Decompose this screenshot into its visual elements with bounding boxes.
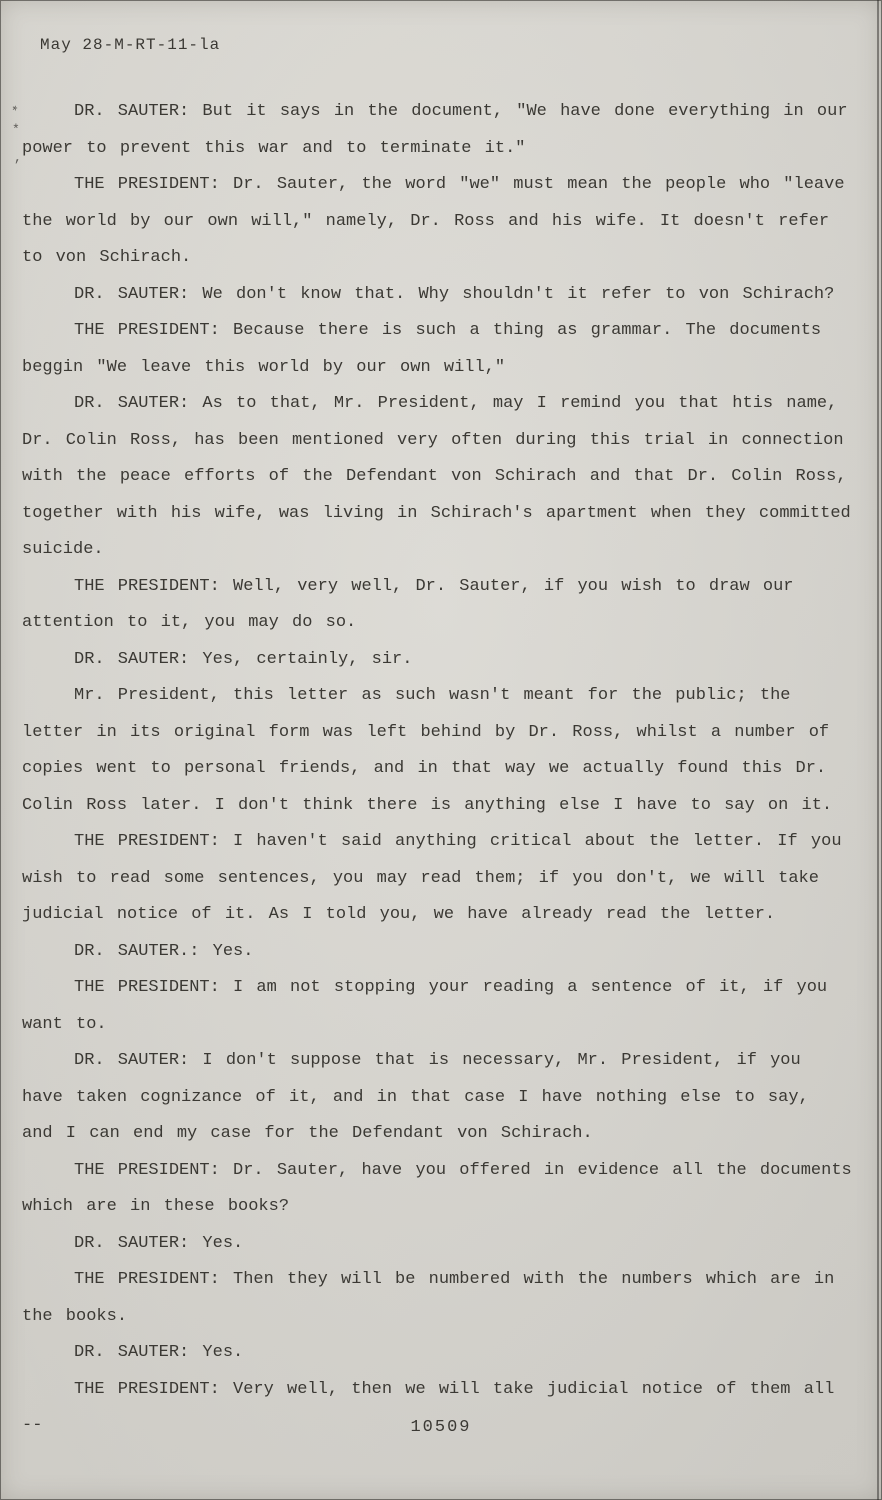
transcript-paragraph: DR. SAUTER: Yes. [74,1233,244,1253]
transcript-paragraph: THE PRESIDENT: Dr. Sauter, the word "we" must mean the people who "leave the world by our own will," namely, Dr. Ross and his wife. It doesn't refer to von Schirach. [22,175,845,267]
page-number: 10509 [410,1418,472,1437]
transcript-paragraph: DR. SAUTER: Yes. [74,1343,244,1362]
transcript-paragraph: DR. SAUTER: But it says in the document, "We have done everything in our power to prevent this war and to terminate it." [22,102,848,158]
transcript-paragraph: THE PRESIDENT: Then they will be numbered with the numbers which are in the books. [22,1270,835,1326]
transcript-paragraph: Mr. President, this letter as such wasn't meant for the public; the letter in its original form was left behind by Dr. Ross, whilst a number of copies went to personal friends, and in that way we actually found this Dr. Colin Ross later. I don't think there is anything else I have to say on it. [22,686,833,815]
transcript-paragraph: DR. SAUTER: I don't suppose that is necessary, Mr. President, if you have taken cognizance of it, and in that case I have nothing else to say, and I can end my case for the Defendant von Schirach. [22,1051,809,1143]
transcript-paragraph: DR. SAUTER: We don't know that. Why shouldn't it refer to von Schirach? [74,284,835,304]
transcript-paragraph: THE PRESIDENT: Very well, then we will take judicial notice of them all -- [22,1379,835,1435]
page-header: May 28-M-RT-11-la [40,36,221,54]
transcript-paragraph: DR. SAUTER.: Yes. [74,941,254,961]
stray-pen-mark: * [12,122,20,137]
transcript-paragraph: THE PRESIDENT: Well, very well, Dr. Sauter, if you wish to draw our attention to it, you may do so. [22,576,794,632]
transcript-paragraph: THE PRESIDENT: I haven't said anything critical about the letter. If you wish to read some sentences, you may read them; if you don't, we will take judicial notice of it. As I told you, we have already read the letter. [22,832,842,924]
transcript-paragraph: THE PRESIDENT: Because there is such a thing as grammar. The documents beggin "We leave this world by our own will," [22,321,822,377]
stray-pen-mark: * [8,103,20,120]
transcript-paragraph: THE PRESIDENT: Dr. Sauter, have you offered in evidence all the documents which are in these books? [22,1160,852,1216]
transcript-paragraph: THE PRESIDENT: I am not stopping your reading a sentence of it, if you want to. [22,978,828,1034]
stray-pen-mark: , [14,150,22,165]
transcript-paragraph: DR. SAUTER: Yes, certainly, sir. [74,649,413,669]
transcript-body [22,94,852,1445]
scan-edge [877,0,879,1500]
transcript-paragraph: DR. SAUTER: As to that, Mr. President, may I remind you that htis name, Dr. Colin Ross, has been mentioned very often during this trial in connection with the peace efforts of the Defendant von Schirach and that Dr. Colin Ross, together with his wife, was living in Schirach's apartment when they committed suicide. [22,394,851,559]
